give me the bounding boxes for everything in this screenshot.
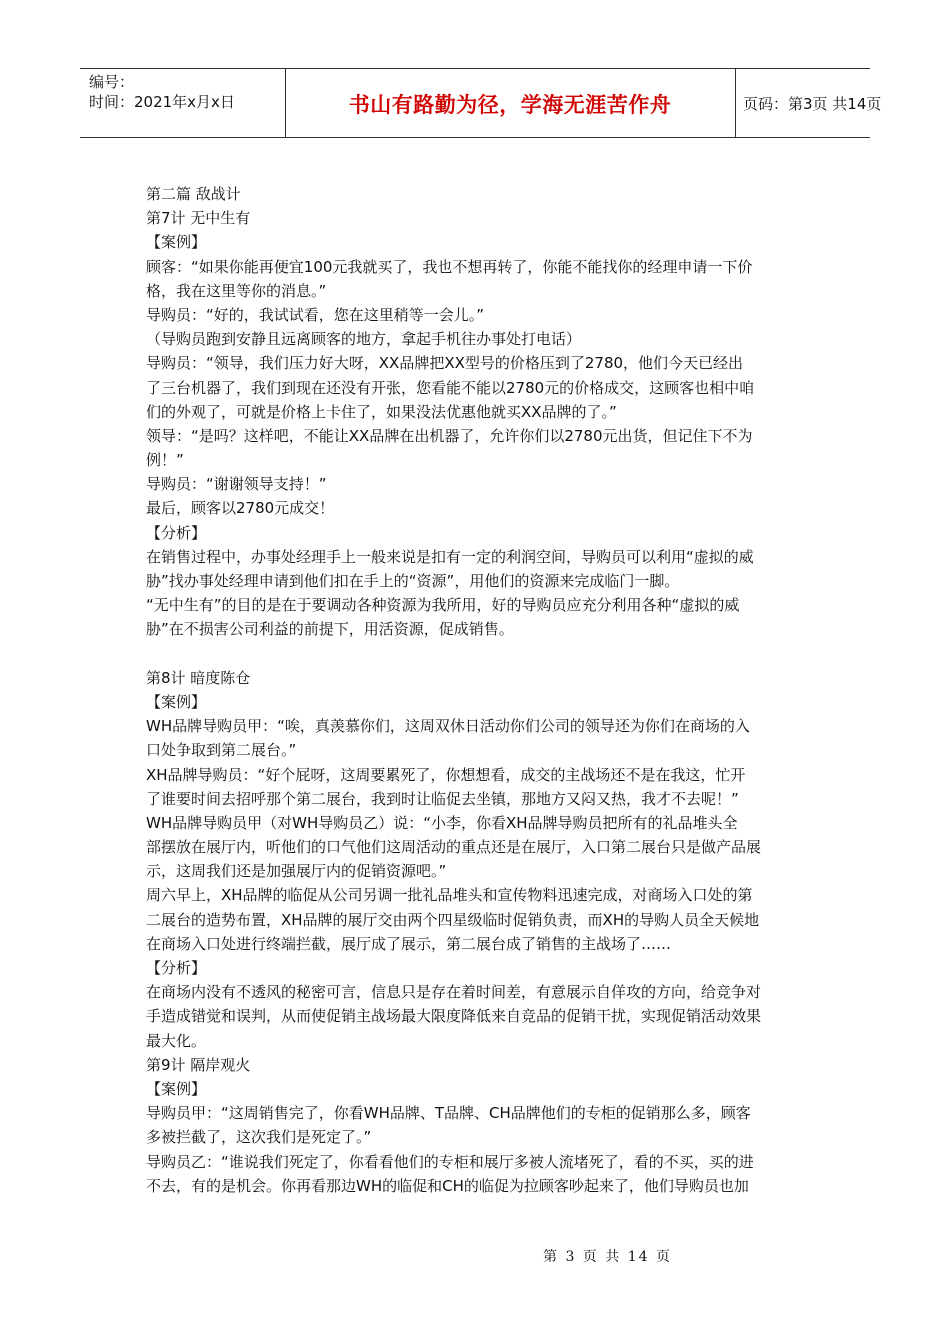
text-line: 口处争取到第二展台。” — [146, 741, 297, 760]
number-label: 编号： — [89, 73, 135, 91]
text-line: 第二篇 敌战计 — [146, 185, 241, 203]
text-line: 【案例】 — [146, 692, 207, 711]
text-line: 周六早上，XH品牌的临促从公司另调一批礼品堆头和宣传物料迅速完成，对商场入口处的第 — [146, 886, 753, 905]
text-line: 导购员甲：“这周销售完了，你看WH品牌、T品牌、CH品牌他们的专柜的促销那么多，顾客 — [146, 1104, 751, 1123]
text-line: “无中生有”的目的是在于要调动各种资源为我所用，好的导购员应充分利用各种“虚拟的威 — [146, 596, 740, 615]
page-footer — [0, 1246, 950, 1266]
page-header — [80, 68, 882, 138]
text-line: WH品牌导购员甲（对WH导购员乙）说：“小李，你看XH品牌导购员把所有的礼品堆头全 — [146, 813, 738, 832]
text-line: XH品牌导购员：“好个屁呀，这周要累死了，你想想看，成交的主战场还不是在我这，忙开 — [146, 765, 746, 784]
text-line: 最大化。 — [146, 1031, 207, 1050]
footer-page-number: 第 3 页 共 14 页 — [543, 1249, 672, 1265]
text-line: 示，这周我们还是加强展厅内的促销资源吧。” — [146, 862, 447, 881]
text-line: 第7计 无中生有 — [146, 209, 251, 228]
header-page-cell — [736, 69, 882, 137]
text-line: 部摆放在展厅内，听他们的口气他们这周活动的重点还是在展厅，入口第二展台只是做产品展 — [146, 838, 762, 857]
text-line: 了三台机器了，我们到现在还没有开张，您看能不能以2780元的价格成交，这顾客也相中咱 — [146, 378, 755, 397]
header-info-cell — [80, 69, 286, 137]
motto: 书山有路勤为径，学海无涯苦作舟 — [348, 93, 672, 117]
text-line: 导购员：“谢谢领导支持！” — [146, 475, 327, 494]
text-line: 格，我在这里等你的消息。” — [146, 281, 327, 300]
blank-line — [146, 642, 810, 666]
text-line: 导购员乙：“谁说我们死定了，你看看他们的专柜和展厅多被人流堵死了，看的不买，买的进 — [146, 1152, 754, 1171]
document-body — [146, 182, 810, 1198]
page-info: 页码：第3页 共14页 — [743, 95, 882, 113]
date-text: 时间：2021年x月x日 — [89, 93, 235, 111]
text-line: 手造成错觉和误判，从而使促销主战场最大限度降低来自竞品的促销干扰，实现促销活动效果 — [146, 1007, 762, 1026]
text-line: 【分析】 — [146, 523, 207, 542]
text-line: 不去，有的是机会。你再看那边WH的临促和CH的临促为拉顾客吵起来了，他们导购员也加 — [146, 1176, 749, 1195]
text-line: 【分析】 — [146, 959, 207, 977]
text-line: 在商场入口处进行终端拦截，展厅成了展示，第二展台成了销售的主战场了…… — [146, 934, 672, 953]
text-line: 例！” — [146, 451, 184, 470]
text-line: 了谁要时间去招呼那个第二展台，我到时让临促去坐镇，那地方又闷又热，我才不去呢！” — [146, 789, 739, 808]
text-line: 在销售过程中，办事处经理手上一般来说是扣有一定的利润空间，导购员可以利用“虚拟的威 — [146, 547, 754, 566]
text-line: 导购员：“好的，我试试看，您在这里稍等一会儿。” — [146, 305, 485, 324]
header-motto-cell — [285, 69, 736, 137]
text-line: 顾客：“如果你能再便宜100元我就买了，我也不想再转了，你能不能找你的经理申请一下价 — [146, 257, 753, 276]
text-line: 最后，顾客以2780元成交！ — [146, 499, 335, 518]
text-line: 第8计 暗度陈仓 — [146, 668, 251, 687]
text-line: WH品牌导购员甲：“唉，真羡慕你们，这周双休日活动你们公司的领导还为你们在商场的入 — [146, 717, 750, 736]
text-line: 二展台的造势布置，XH品牌的展厅交由两个四星级临时促销负责，而XH的导购人员全天候地 — [146, 910, 760, 929]
text-line: 导购员：“领导，我们压力好大呀，XX品牌把XX型号的价格压到了2780，他们今天已经出 — [146, 354, 744, 373]
text-line: 【案例】 — [146, 233, 207, 252]
text-line: 胁”找办事处经理申请到他们扣在手上的“资源”，用他们的资源来完成临门一脚。 — [146, 572, 680, 590]
text-line: 们的外观了，可就是价格上卡住了，如果没法优惠他就买XX品牌的了。” — [146, 402, 617, 421]
text-line: 【案例】 — [146, 1079, 207, 1098]
text-line: （导购员跑到安静且远离顾客的地方，拿起手机往办事处打电话） — [146, 330, 582, 349]
text-line: 胁”在不损害公司利益的前提下，用活资源，促成销售。 — [146, 620, 514, 639]
text-line: 多被拦截了，这次我们是死定了。” — [146, 1128, 372, 1147]
text-line: 领导：“是吗？这样吧，不能让XX品牌在出机器了，允许你们以2780元出货，但记住下不为 — [146, 426, 753, 445]
text-line: 在商场内没有不透风的秘密可言，信息只是存在着时间差，有意展示自佯攻的方向，给竞争对 — [146, 983, 762, 1002]
text-line: 第9计 隔岸观火 — [146, 1055, 251, 1074]
